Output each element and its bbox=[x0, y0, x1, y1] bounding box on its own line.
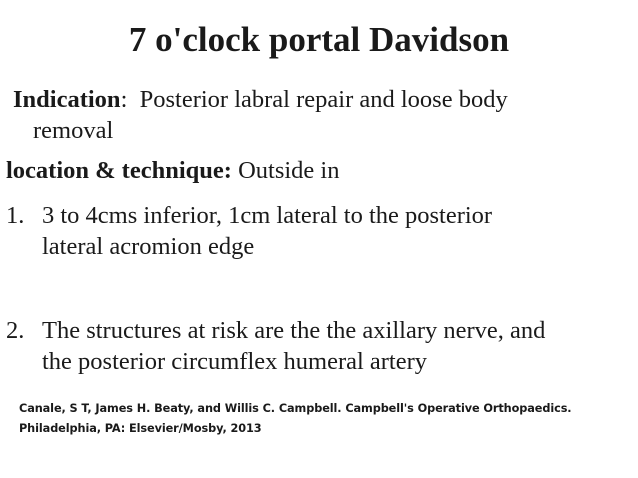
citation-line-2: Philadelphia, PA: Elsevier/Mosby, 2013 bbox=[19, 422, 262, 435]
list-item-text-line-1: The structures at risk are the the axillary nerve, and bbox=[42, 317, 546, 344]
list-item-line-1 bbox=[6, 200, 492, 231]
list-item-text-line-2: the posterior circumflex humeral artery bbox=[42, 348, 428, 375]
citation-line-1: Canale, S T, James H. Beaty, and Willis C. Campbell. Campbell's Operative Orthopaedics. bbox=[19, 402, 572, 415]
list-item-line-1 bbox=[6, 315, 545, 346]
indication-separator: : bbox=[120, 86, 140, 113]
list-item-text-line-2: lateral acromion edge bbox=[42, 233, 255, 260]
indication-text-line-1: Posterior labral repair and loose body bbox=[139, 86, 508, 113]
location-paragraph bbox=[6, 155, 339, 186]
list-item-number: 1. bbox=[6, 202, 25, 229]
location-text: Outside in bbox=[231, 157, 340, 184]
location-label: location & technique: bbox=[6, 157, 232, 184]
indication-label: Indication bbox=[13, 86, 121, 113]
list-item-text-line-1: 3 to 4cms inferior, 1cm lateral to the posterior bbox=[42, 202, 493, 229]
slide-title: 7 o'clock portal Davidson bbox=[128, 20, 510, 59]
list-item-number: 2. bbox=[6, 317, 25, 344]
indication-text-line-2: removal bbox=[33, 117, 114, 144]
indication-paragraph bbox=[13, 84, 508, 146]
citation bbox=[19, 399, 572, 439]
indication-line-1 bbox=[13, 84, 508, 115]
list-item bbox=[6, 200, 492, 262]
list-item bbox=[6, 315, 545, 377]
